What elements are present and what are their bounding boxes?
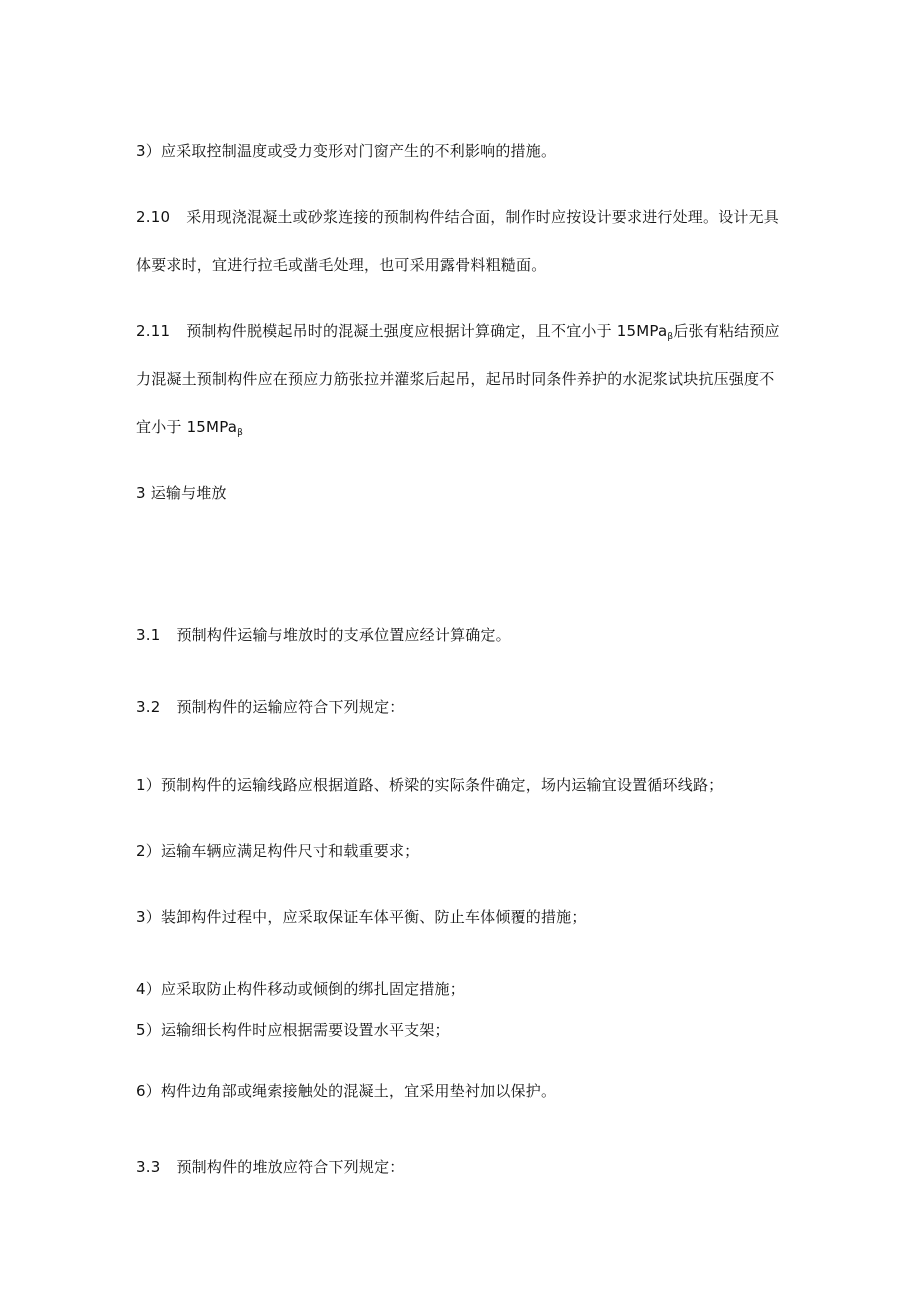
list-item: 1）预制构件的运输线路应根据道路、桥梁的实际条件确定，场内运输宜设置循环线路； — [136, 776, 724, 794]
clause-number: 2.10 — [136, 208, 171, 226]
clause-2-11-line-2: 力混凝土预制构件应在预应力筋张拉并灌浆后起吊，起吊时同条件养护的水泥浆试块抗压强度不 — [136, 370, 775, 388]
clause-text: 预制构件的运输应符合下列规定： — [176, 698, 405, 716]
clause-number: 3.3 — [136, 1158, 161, 1176]
clause-text: 采用现浇混凝土或砂浆连接的预制构件结合面，制作时应按设计要求进行处理。设计无具 — [186, 208, 780, 226]
clause-text: 预制构件运输与堆放时的支承位置应经计算确定。 — [176, 626, 511, 644]
subscript-beta: β — [237, 428, 244, 438]
section-3-title: 3 运输与堆放 — [136, 484, 227, 502]
list-item: 2）运输车辆应满足构件尺寸和载重要求； — [136, 842, 420, 860]
clause-number: 2.11 — [136, 322, 171, 340]
clause-3-1 — [136, 625, 511, 645]
list-item: 4）应采取防止构件移动或倾倒的绑扎固定措施； — [136, 980, 465, 998]
clause-text: 预制构件脱模起吊时的混凝土强度应根据计算确定，且不宜小于 15MPa — [186, 322, 668, 340]
clause-2-10-line-1 — [136, 207, 779, 227]
clause-2-10-line-2: 体要求时，宜进行拉毛或凿毛处理，也可采用露骨料粗糙面。 — [136, 256, 547, 274]
clause-2-11-line-1 — [136, 321, 780, 347]
clause-3-2 — [136, 697, 404, 717]
list-item: 5）运输细长构件时应根据需要设置水平支架； — [136, 1021, 450, 1039]
item-2-9-3: 3）应采取控制温度或受力变形对门窗产生的不利影响的措施。 — [136, 142, 557, 160]
clause-3-3 — [136, 1157, 404, 1177]
subscript-beta: β — [667, 332, 674, 342]
list-item: 6）构件边角部或绳索接触处的混凝土，宜采用垫衬加以保护。 — [136, 1082, 557, 1100]
clause-text: 宜小于 15MPa — [136, 418, 238, 436]
clause-2-11-line-3 — [136, 417, 243, 443]
list-item: 3）装卸构件过程中，应采取保证车体平衡、防止车体倾覆的措施； — [136, 908, 587, 926]
clause-number: 3.2 — [136, 698, 161, 716]
clause-text-cont: 后张有粘结预应 — [673, 322, 780, 340]
clause-text: 预制构件的堆放应符合下列规定： — [176, 1158, 405, 1176]
clause-number: 3.1 — [136, 626, 161, 644]
